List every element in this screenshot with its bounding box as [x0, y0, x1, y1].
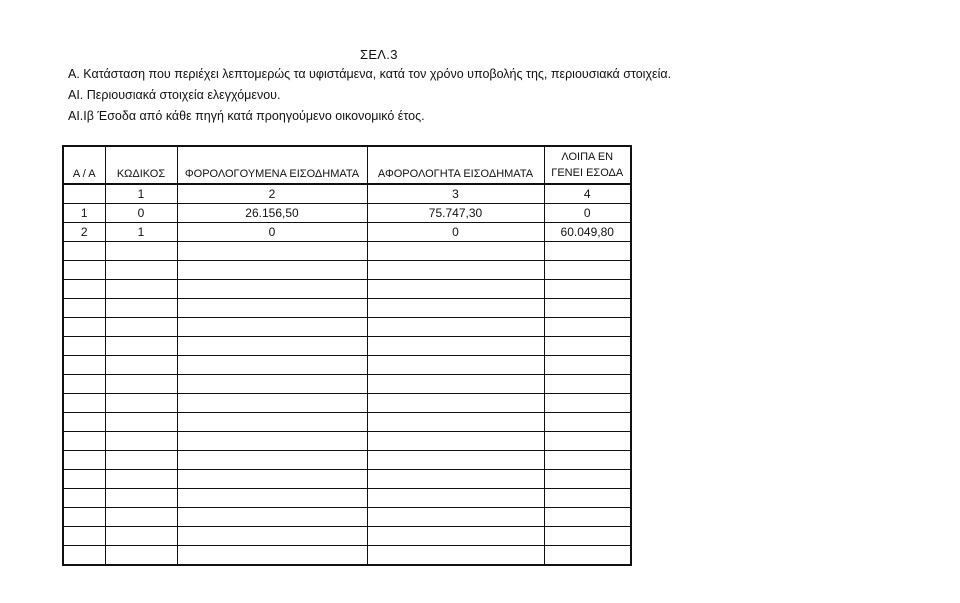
- empty-cell: [367, 470, 544, 489]
- empty-cell: [367, 432, 544, 451]
- empty-cell: [105, 394, 177, 413]
- empty-cell: [367, 451, 544, 470]
- header-tax-exempt-income: ΑΦΟΡΟΛΟΓΗΤΑ ΕΙΣΟΔΗΜΑΤΑ: [367, 146, 544, 184]
- empty-cell: [105, 280, 177, 299]
- empty-cell: [177, 508, 367, 527]
- empty-cell: [177, 337, 367, 356]
- table-index-row: [63, 184, 631, 204]
- empty-table-row: [63, 375, 631, 394]
- empty-cell: [105, 489, 177, 508]
- empty-cell: [544, 375, 631, 394]
- empty-table-row: [63, 261, 631, 280]
- empty-table-row: [63, 394, 631, 413]
- table-cell: 26.156,50: [177, 204, 367, 223]
- empty-table-row: [63, 527, 631, 546]
- empty-cell: [367, 489, 544, 508]
- empty-cell: [367, 527, 544, 546]
- empty-cell: [544, 261, 631, 280]
- empty-cell: [63, 318, 105, 337]
- empty-cell: [63, 470, 105, 489]
- table-cell: 2: [63, 223, 105, 242]
- empty-cell: [177, 280, 367, 299]
- empty-cell: [367, 356, 544, 375]
- header-taxable-income: ΦΟΡΟΛΟΓΟΥΜΕΝΑ ΕΙΣΟΔΗΜΑΤΑ: [177, 146, 367, 184]
- empty-cell: [544, 432, 631, 451]
- empty-cell: [105, 375, 177, 394]
- empty-cell: [544, 318, 631, 337]
- page-title: ΣΕΛ.3: [360, 47, 398, 62]
- empty-cell: [63, 375, 105, 394]
- empty-cell: [544, 280, 631, 299]
- empty-cell: [63, 356, 105, 375]
- empty-cell: [367, 299, 544, 318]
- empty-cell: [544, 242, 631, 261]
- empty-table-row: [63, 546, 631, 566]
- empty-table-row: [63, 337, 631, 356]
- empty-cell: [367, 318, 544, 337]
- empty-cell: [544, 299, 631, 318]
- table-cell: 60.049,80: [544, 223, 631, 242]
- empty-table-row: [63, 280, 631, 299]
- empty-cell: [367, 394, 544, 413]
- empty-cell: [105, 337, 177, 356]
- header-other-income: ΛΟΙΠΑ ΕΝ ΓΕΝΕΙ ΕΣΟΔΑ: [544, 146, 631, 184]
- empty-cell: [63, 508, 105, 527]
- index-cell: 4: [544, 184, 631, 204]
- empty-table-row: [63, 451, 631, 470]
- empty-table-row: [63, 356, 631, 375]
- empty-cell: [367, 261, 544, 280]
- empty-cell: [63, 280, 105, 299]
- table-cell: 0: [177, 223, 367, 242]
- header-code: ΚΩΔΙΚΟΣ: [105, 146, 177, 184]
- empty-cell: [105, 261, 177, 280]
- empty-cell: [367, 546, 544, 566]
- empty-table-row: [63, 242, 631, 261]
- table-row: [63, 204, 631, 223]
- empty-cell: [63, 432, 105, 451]
- empty-cell: [367, 413, 544, 432]
- empty-cell: [367, 375, 544, 394]
- empty-table-row: [63, 413, 631, 432]
- empty-cell: [105, 413, 177, 432]
- empty-cell: [544, 508, 631, 527]
- empty-cell: [544, 337, 631, 356]
- empty-cell: [63, 451, 105, 470]
- empty-rows: [63, 242, 631, 566]
- income-table: [62, 145, 632, 566]
- empty-cell: [177, 470, 367, 489]
- empty-cell: [177, 375, 367, 394]
- section-heading-ai: ΑΙ. Περιουσιακά στοιχεία ελεγχόμενου.: [68, 88, 281, 102]
- empty-cell: [544, 413, 631, 432]
- empty-cell: [105, 299, 177, 318]
- empty-cell: [177, 489, 367, 508]
- empty-table-row: [63, 470, 631, 489]
- empty-cell: [367, 280, 544, 299]
- table-cell: 0: [105, 204, 177, 223]
- empty-cell: [177, 451, 367, 470]
- empty-cell: [177, 299, 367, 318]
- empty-table-row: [63, 489, 631, 508]
- empty-cell: [105, 318, 177, 337]
- empty-cell: [63, 394, 105, 413]
- empty-cell: [105, 470, 177, 489]
- empty-cell: [177, 356, 367, 375]
- empty-cell: [105, 508, 177, 527]
- empty-table-row: [63, 508, 631, 527]
- empty-cell: [63, 489, 105, 508]
- table-cell: 0: [367, 223, 544, 242]
- empty-cell: [367, 337, 544, 356]
- empty-cell: [177, 394, 367, 413]
- table-cell: 0: [544, 204, 631, 223]
- empty-cell: [63, 546, 105, 566]
- empty-cell: [105, 432, 177, 451]
- section-heading-ai-ib: ΑΙ.Ιβ Έσοδα από κάθε πηγή κατά προηγούμενο οικονομικό έτος.: [68, 109, 425, 123]
- index-cell: 1: [105, 184, 177, 204]
- table-header-row: [63, 146, 631, 184]
- empty-cell: [177, 261, 367, 280]
- empty-cell: [177, 413, 367, 432]
- empty-cell: [177, 527, 367, 546]
- empty-cell: [105, 356, 177, 375]
- table-cell: 75.747,30: [367, 204, 544, 223]
- index-cell: 3: [367, 184, 544, 204]
- empty-cell: [544, 451, 631, 470]
- table-row: [63, 223, 631, 242]
- empty-cell: [544, 527, 631, 546]
- empty-table-row: [63, 432, 631, 451]
- empty-cell: [105, 546, 177, 566]
- empty-cell: [63, 261, 105, 280]
- empty-table-row: [63, 299, 631, 318]
- empty-cell: [544, 394, 631, 413]
- empty-cell: [177, 242, 367, 261]
- table-cell: 1: [105, 223, 177, 242]
- empty-cell: [367, 242, 544, 261]
- empty-cell: [105, 451, 177, 470]
- empty-cell: [367, 508, 544, 527]
- empty-cell: [544, 356, 631, 375]
- empty-cell: [177, 546, 367, 566]
- section-heading-a: Α. Κατάσταση που περιέχει λεπτομερώς τα υφιστάμενα, κατά τον χρόνο υποβολής της, περιουσιακά στοιχεία.: [68, 67, 672, 81]
- index-cell: [63, 184, 105, 204]
- empty-cell: [63, 299, 105, 318]
- empty-cell: [177, 432, 367, 451]
- empty-cell: [177, 318, 367, 337]
- table-cell: 1: [63, 204, 105, 223]
- empty-cell: [105, 527, 177, 546]
- empty-cell: [544, 546, 631, 566]
- empty-cell: [105, 242, 177, 261]
- empty-cell: [63, 413, 105, 432]
- empty-cell: [63, 527, 105, 546]
- empty-cell: [544, 470, 631, 489]
- empty-cell: [544, 489, 631, 508]
- empty-cell: [63, 242, 105, 261]
- header-serial-number: Α / Α: [63, 146, 105, 184]
- empty-cell: [63, 337, 105, 356]
- empty-table-row: [63, 318, 631, 337]
- index-cell: 2: [177, 184, 367, 204]
